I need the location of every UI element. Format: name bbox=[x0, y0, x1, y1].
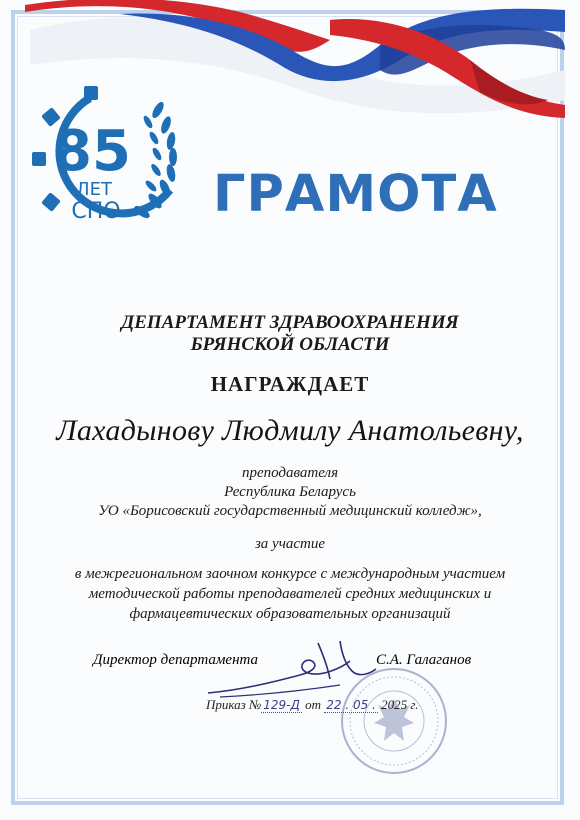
department-block bbox=[0, 312, 580, 356]
certificate-title: ГРАМОТА bbox=[213, 165, 498, 224]
order-prefix: Приказ № bbox=[206, 697, 262, 712]
order-date: 22 . 05 . bbox=[326, 698, 376, 712]
position-line2: Республика Беларусь bbox=[224, 484, 356, 500]
position-block bbox=[0, 464, 580, 521]
contest-line3: фармацевтических образовательных организаций bbox=[129, 606, 451, 622]
emblem-number: 85 bbox=[53, 119, 131, 184]
recipient-name: Лахадынову Людмилу Анатольевну, bbox=[56, 414, 524, 447]
for-label: за участие bbox=[254, 536, 326, 552]
position-line3: УО «Борисовский государственный медицинский колледж», bbox=[98, 503, 482, 519]
signatory-name: С.А. Галаганов bbox=[376, 652, 472, 668]
order-from-label: от bbox=[305, 697, 321, 712]
handwritten-signature bbox=[200, 635, 380, 700]
emblem-line2: СПО bbox=[71, 199, 121, 224]
anniversary-emblem bbox=[30, 80, 190, 240]
department-line2: БРЯНСКОЙ ОБЛАСТИ bbox=[190, 334, 390, 355]
order-number: 129-Д bbox=[263, 698, 300, 712]
signatory-title: Директор департамента bbox=[93, 652, 259, 668]
contest-line1: в межрегиональном заочном конкурсе с международным участием bbox=[74, 566, 506, 582]
contest-block bbox=[0, 564, 580, 624]
department-line1: ДЕПАРТАМЕНТ ЗДРАВООХРАНЕНИЯ bbox=[121, 312, 459, 333]
order-year: 2025 г. bbox=[381, 697, 419, 712]
order-line bbox=[206, 697, 419, 713]
awards-heading: НАГРАЖДАЕТ bbox=[210, 372, 370, 396]
emblem-line1: ЛЕТ bbox=[76, 179, 112, 200]
position-line1: преподавателя bbox=[241, 465, 339, 481]
contest-line2: методической работы преподавателей средних медицинских и bbox=[88, 586, 492, 602]
